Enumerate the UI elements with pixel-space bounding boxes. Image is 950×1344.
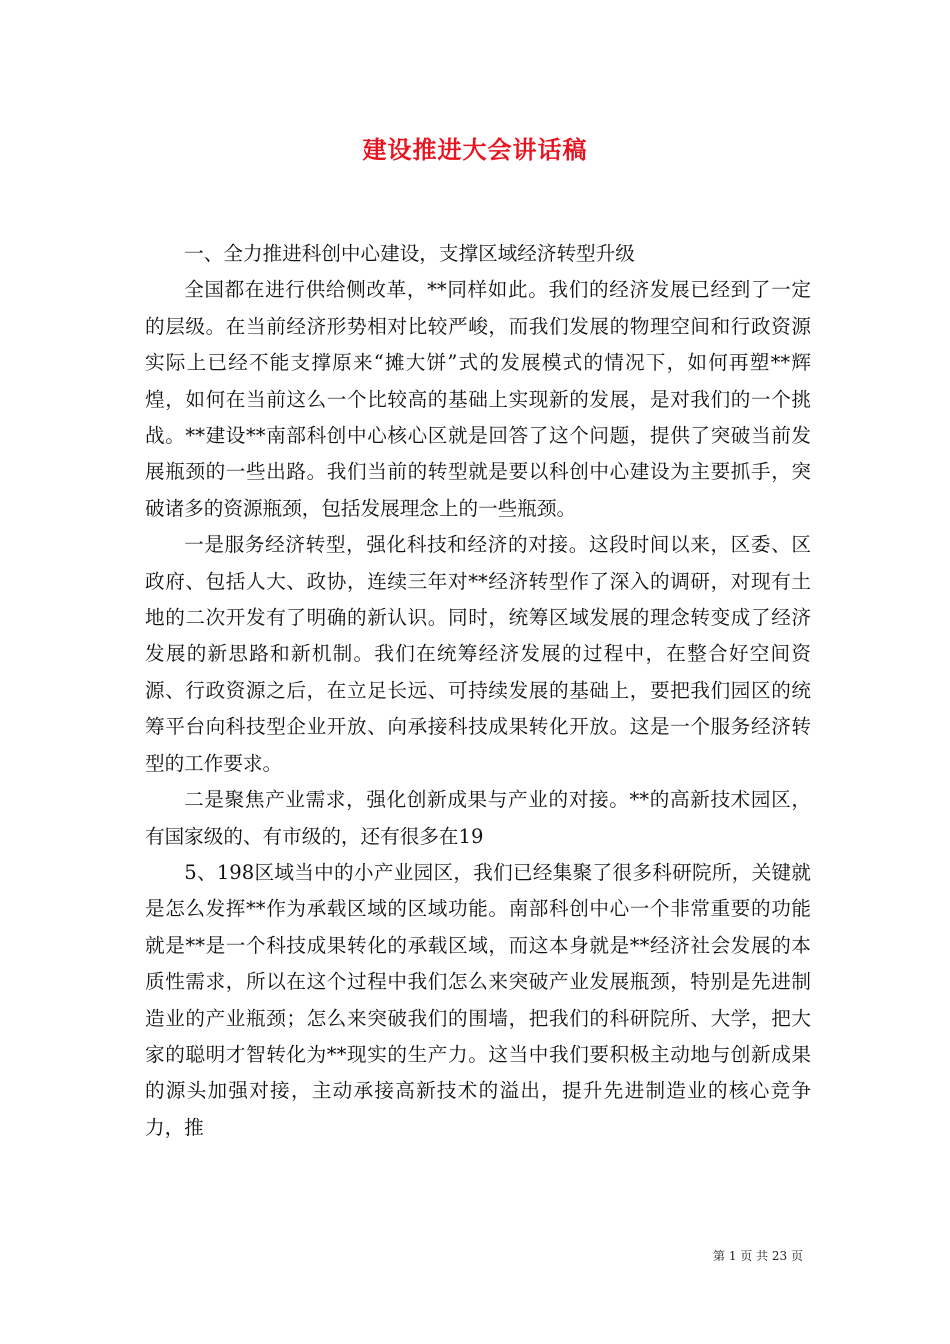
paragraph-1: 全国都在进行供给侧改革，**同样如此。我们的经济发展已经到了一定的层级。在当前经济形势相对比较严峻，而我们发展的物理空间和行政资源实际上已经不能支撑原来“摊大饼”式的发展模式的情况下，如何再塑**辉煌，如何在当前这么一个比较高的基础上实现新的发展，是对我们的一个挑战。**建设**南部科创中心核心区就是回答了这个问题，提供了突破当前发展瓶颈的一些出路。我们当前的转型就是要以科创中心建设为主要抓手，突破诸多的资源瓶颈，包括发展理念上的一些瓶颈。 xyxy=(145,278,811,520)
section-heading: 一、全力推进科创中心建设，支撑区域经济转型升级 xyxy=(184,242,635,265)
document-body xyxy=(145,236,811,1146)
page-footer: 第 1 页 共 23 页 xyxy=(713,1249,803,1263)
paragraph-2: 一是服务经济转型，强化科技和经济的对接。这段时间以来，区委、区政府、包括人大、政协，连续三年对**经济转型作了深入的调研，对现有土地的二次开发有了明确的新认识。同时，统筹区域发展的理念转变成了经济发展的新思路和新机制。我们在统筹经济发展的过程中，在整合好空间资源、行政资源之后，在立足长远、可持续发展的基础上，要把我们园区的统筹平台向科技型企业开放、向承接科技成果转化开放。这是一个服务经济转型的工作要求。 xyxy=(145,533,811,775)
paragraph-3: 二是聚焦产业需求，强化创新成果与产业的对接。**的高新技术园区，有国家级的、有市级的，还有很多在19 xyxy=(145,788,811,848)
paragraph-4: 5、198区域当中的小产业园区，我们已经集聚了很多科研院所，关键就是怎么发挥**作为承载区域的区域功能。南部科创中心一个非常重要的功能就是**是一个科技成果转化的承载区域，而这本身就是**经济社会发展的本质性需求，所以在这个过程中我们怎么来突破产业发展瓶颈，特别是先进制造业的产业瓶颈；怎么来突破我们的围墙，把我们的科研院所、大学，把大家的聪明才智转化为**现实的生产力。这当中我们要积极主动地与创新成果的源头加强对接，主动承接高新技术的溢出，提升先进制造业的核心竞争力，推 xyxy=(145,860,811,1139)
document-title: 建设推进大会讲话稿 xyxy=(362,135,588,164)
